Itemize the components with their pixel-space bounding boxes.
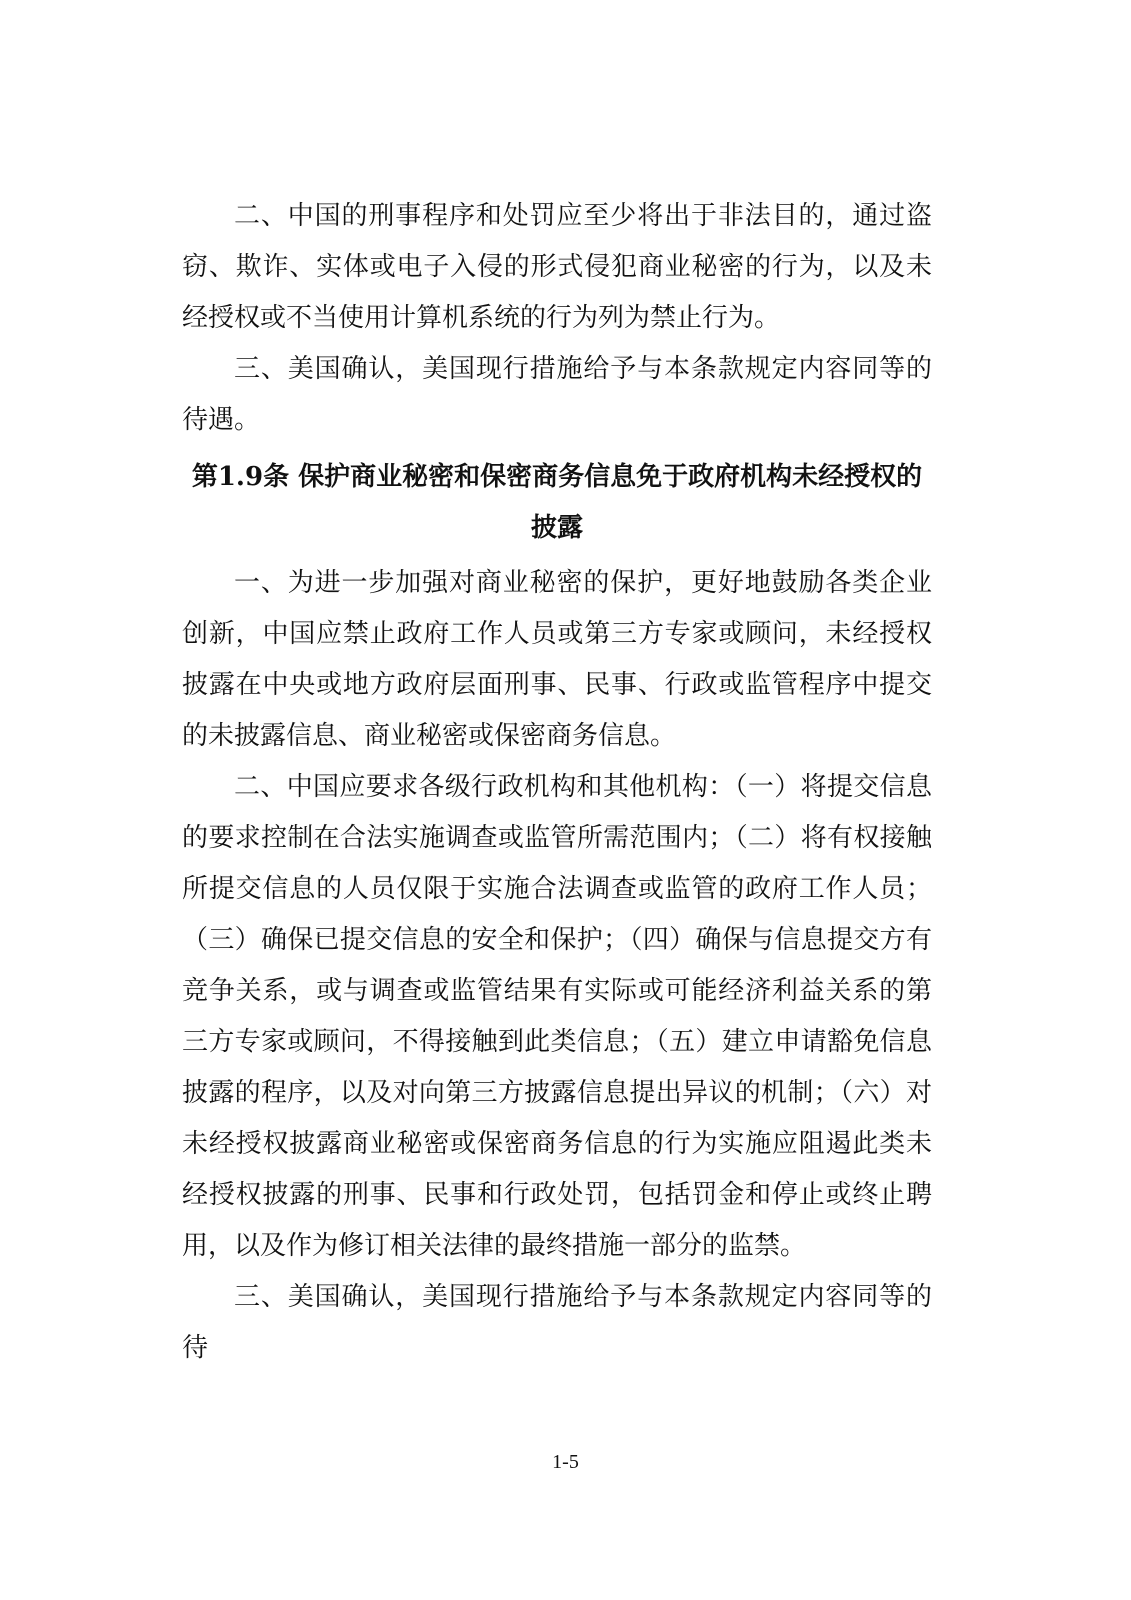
paragraph-us-confirmation-2: 三、美国确认，美国现行措施给予与本条款规定内容同等的待	[182, 1282, 932, 1363]
paragraph-criminal-procedures: 二、中国的刑事程序和处罚应至少将出于非法目的，通过盗窃、欺诈、实体或电子入侵的形式侵犯商业秘密的行为，以及未经授权或不当使用计算机系统的行为列为禁止行为。	[182, 201, 932, 333]
paragraph-us-confirmation-1: 三、美国确认，美国现行措施给予与本条款规定内容同等的待遇。	[182, 354, 932, 435]
paragraph-agency-requirements: 二、中国应要求各级行政机构和其他机构：（一）将提交信息的要求控制在合法实施调查或监管所需范围内；（二）将有权接触所提交信息的人员仅限于实施合法调查或监管的政府工作人员；（三）确保已提交信息的安全和保护；（四）确保与信息提交方有竞争关系，或与调查或监管结果有实际或可能经济利益关系的第三方专家或顾问，不得接触到此类信息；（五）建立申请豁免信息披露的程序，以及对向第三方披露信息提出异议的机制；（六）对未经授权披露商业秘密或保密商务信息的行为实施应阻遏此类未经授权披露的刑事、民事和行政处罚，包括罚金和停止或终止聘用，以及作为修订相关法律的最终措施一部分的监禁。	[182, 772, 932, 1261]
article-heading: 第1.9条 保护商业秘密和保密商务信息免于政府机构未经授权的披露	[191, 462, 923, 543]
paragraph-prohibit-disclosure: 一、为进一步加强对商业秘密的保护，更好地鼓励各类企业创新，中国应禁止政府工作人员或第三方专家或顾问，未经授权披露在中央或地方政府层面刑事、民事、行政或监管程序中提交的未披露信息、商业秘密或保密商务信息。	[182, 568, 932, 751]
page-number: 1-5	[552, 1451, 579, 1473]
document-body	[182, 191, 932, 1374]
